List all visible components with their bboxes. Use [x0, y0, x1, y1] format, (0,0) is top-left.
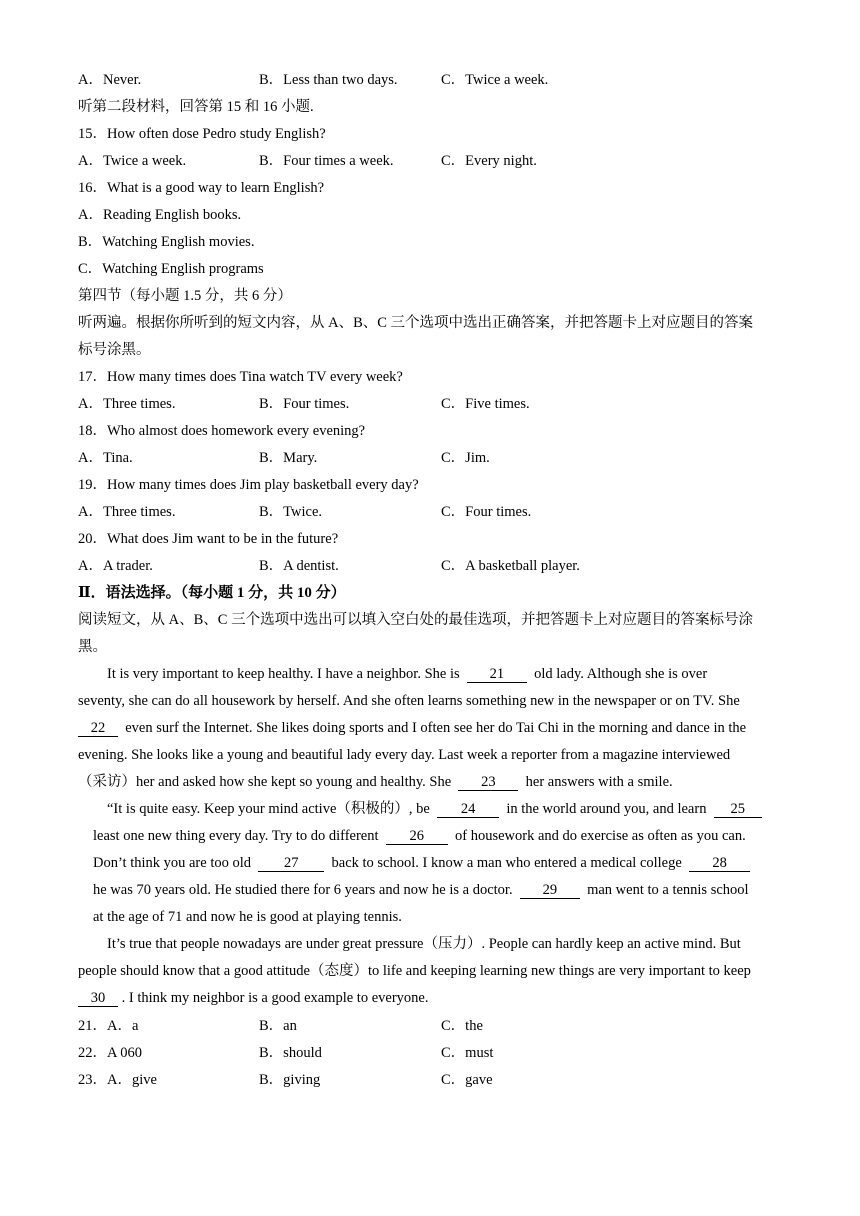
q19-option-c: C．Four times. — [441, 504, 532, 520]
passage-text: （采访）her and asked how she kept so young and healthy. She — [78, 774, 452, 790]
q15-stem: 15．How often dose Pedro study English? — [78, 126, 326, 142]
q20-option-a: A．A trader. — [78, 558, 153, 574]
q21-option-a: 21．A．a — [78, 1018, 139, 1034]
q22-option-a: 22．A 060 — [78, 1045, 143, 1061]
q15-option-a: A．Twice a week. — [78, 153, 187, 169]
passage-p3-line1 — [107, 934, 741, 954]
q19-option-a: A．Three times. — [78, 504, 176, 520]
grammar-instruction-line2: 黑。 — [78, 639, 107, 655]
blank-23: 23 — [458, 774, 518, 791]
q14-option-b: B．Less than two days. — [259, 72, 398, 88]
passage-text: he was 70 years old. He studied there for 6 years and now he is a doctor. — [93, 882, 513, 898]
blank-29: 29 — [520, 882, 580, 899]
q16-option-a: A．Reading English books. — [78, 207, 242, 223]
q22-option-c: C．must — [441, 1045, 494, 1061]
section2-grammar-title: Ⅱ．语法选择。（每小题 1 分，共 10 分） — [78, 585, 346, 601]
q16-option-c: C．Watching English programs — [78, 261, 264, 277]
q14-option-c: C．Twice a week. — [441, 72, 549, 88]
q19-stem: 19．How many times does Jim play basketball every day? — [78, 477, 419, 493]
passage-text: her answers with a smile. — [525, 774, 673, 790]
q19-option-b: B．Twice. — [259, 504, 323, 520]
passage-text: seventy, she can do all housework by herself. And she often learns something new in the newspaper or on TV. She — [78, 693, 740, 709]
passage-text: least one new thing every day. Try to do different — [93, 828, 379, 844]
passage-text: old lady. Although she is over — [534, 666, 708, 682]
q16-option-b: B．Watching English movies. — [78, 234, 255, 250]
passage-p1-line1 — [107, 664, 707, 684]
blank-28: 28 — [689, 855, 750, 872]
q15-option-c: C．Every night. — [441, 153, 537, 169]
passage-p2-line2 — [93, 826, 746, 846]
passage-p2-line1 — [107, 799, 762, 819]
passage-p1-line4 — [78, 745, 730, 765]
blank-26: 26 — [386, 828, 448, 845]
q23-option-b: B．giving — [259, 1072, 321, 1088]
part4-instruction-line1: 听两遍。根据你所听到的短文内容，从 A、B、C 三个选项中选出正确答案，并把答题卡上对应题目的答案 — [78, 315, 754, 331]
q21-option-b: B．an — [259, 1018, 297, 1034]
passage-text: even surf the Internet. She likes doing sports and I often see her do Tai Chi in the morning and dance in the — [125, 720, 747, 736]
passage-p2-line4 — [93, 880, 749, 900]
passage-text: people should know that a good attitude（态度）to life and keeping learning new things are very important to keep — [78, 963, 751, 979]
blank-21: 21 — [467, 666, 527, 683]
q18-option-a: A．Tina. — [78, 450, 133, 466]
passage-text: Don’t think you are too old — [93, 855, 252, 871]
q17-stem: 17．How many times does Tina watch TV every week? — [78, 369, 403, 385]
part4-instruction-line2: 标号涂黑。 — [78, 342, 151, 358]
passage-text: in the world around you, and learn — [506, 801, 707, 817]
q23-option-a: 23．A．give — [78, 1072, 157, 1088]
q16-stem: 16．What is a good way to learn English? — [78, 180, 325, 196]
passage-p2-line5 — [93, 907, 402, 927]
q20-option-b: B．A dentist. — [259, 558, 339, 574]
passage-text: at the age of 71 and now he is good at playing tennis. — [93, 909, 402, 925]
passage-text: evening. She looks like a young and beautiful lady every day. Last week a reporter from a magazine interviewed — [78, 747, 731, 763]
q17-option-b: B．Four times. — [259, 396, 350, 412]
section2-instruction: 听第二段材料，回答第 15 和 16 小题. — [78, 99, 314, 115]
passage-text: It’s true that people nowadays are under great pressure（压力）. People can hardly keep an active mind. But — [107, 936, 741, 952]
blank-30: 30 — [78, 990, 118, 1007]
q20-stem: 20．What does Jim want to be in the future? — [78, 531, 339, 547]
passage-p1-line5 — [78, 772, 673, 792]
blank-24: 24 — [437, 801, 499, 818]
q17-option-a: A．Three times. — [78, 396, 176, 412]
q14-option-a: A．Never. — [78, 72, 142, 88]
q18-option-c: C．Jim. — [441, 450, 490, 466]
q23-option-c: C．gave — [441, 1072, 493, 1088]
q20-option-c: C．A basketball player. — [441, 558, 580, 574]
blank-25: 25 — [714, 801, 762, 818]
q18-option-b: B．Mary. — [259, 450, 318, 466]
q18-stem: 18．Who almost does homework every evening? — [78, 423, 366, 439]
passage-text: It is very important to keep healthy. I have a neighbor. She is — [107, 666, 460, 682]
passage-p2-line3 — [93, 853, 750, 873]
passage-text: of housework and do exercise as often as you can. — [455, 828, 746, 844]
passage-p1-line3 — [78, 718, 746, 738]
passage-text: back to school. I know a man who entered a medical college — [331, 855, 682, 871]
grammar-instruction-line1: 阅读短文，从 A、B、C 三个选项中选出可以填入空白处的最佳选项，并把答题卡上对应题目的答案标号涂 — [78, 612, 754, 628]
passage-text: “It is quite easy. Keep your mind active（积极的）, be — [107, 801, 430, 817]
passage-text: man went to a tennis school — [587, 882, 749, 898]
blank-22: 22 — [78, 720, 118, 737]
passage-text: . I think my neighbor is a good example to everyone. — [121, 990, 429, 1006]
q21-option-c: C．the — [441, 1018, 483, 1034]
q15-option-b: B．Four times a week. — [259, 153, 394, 169]
passage-p3-line3 — [78, 988, 428, 1008]
blank-27: 27 — [258, 855, 324, 872]
q17-option-c: C．Five times. — [441, 396, 530, 412]
passage-p1-line2 — [78, 691, 740, 711]
passage-p3-line2 — [78, 961, 751, 981]
part4-title: 第四节（每小题 1.5 分，共 6 分） — [78, 288, 292, 304]
q22-option-b: B．should — [259, 1045, 322, 1061]
